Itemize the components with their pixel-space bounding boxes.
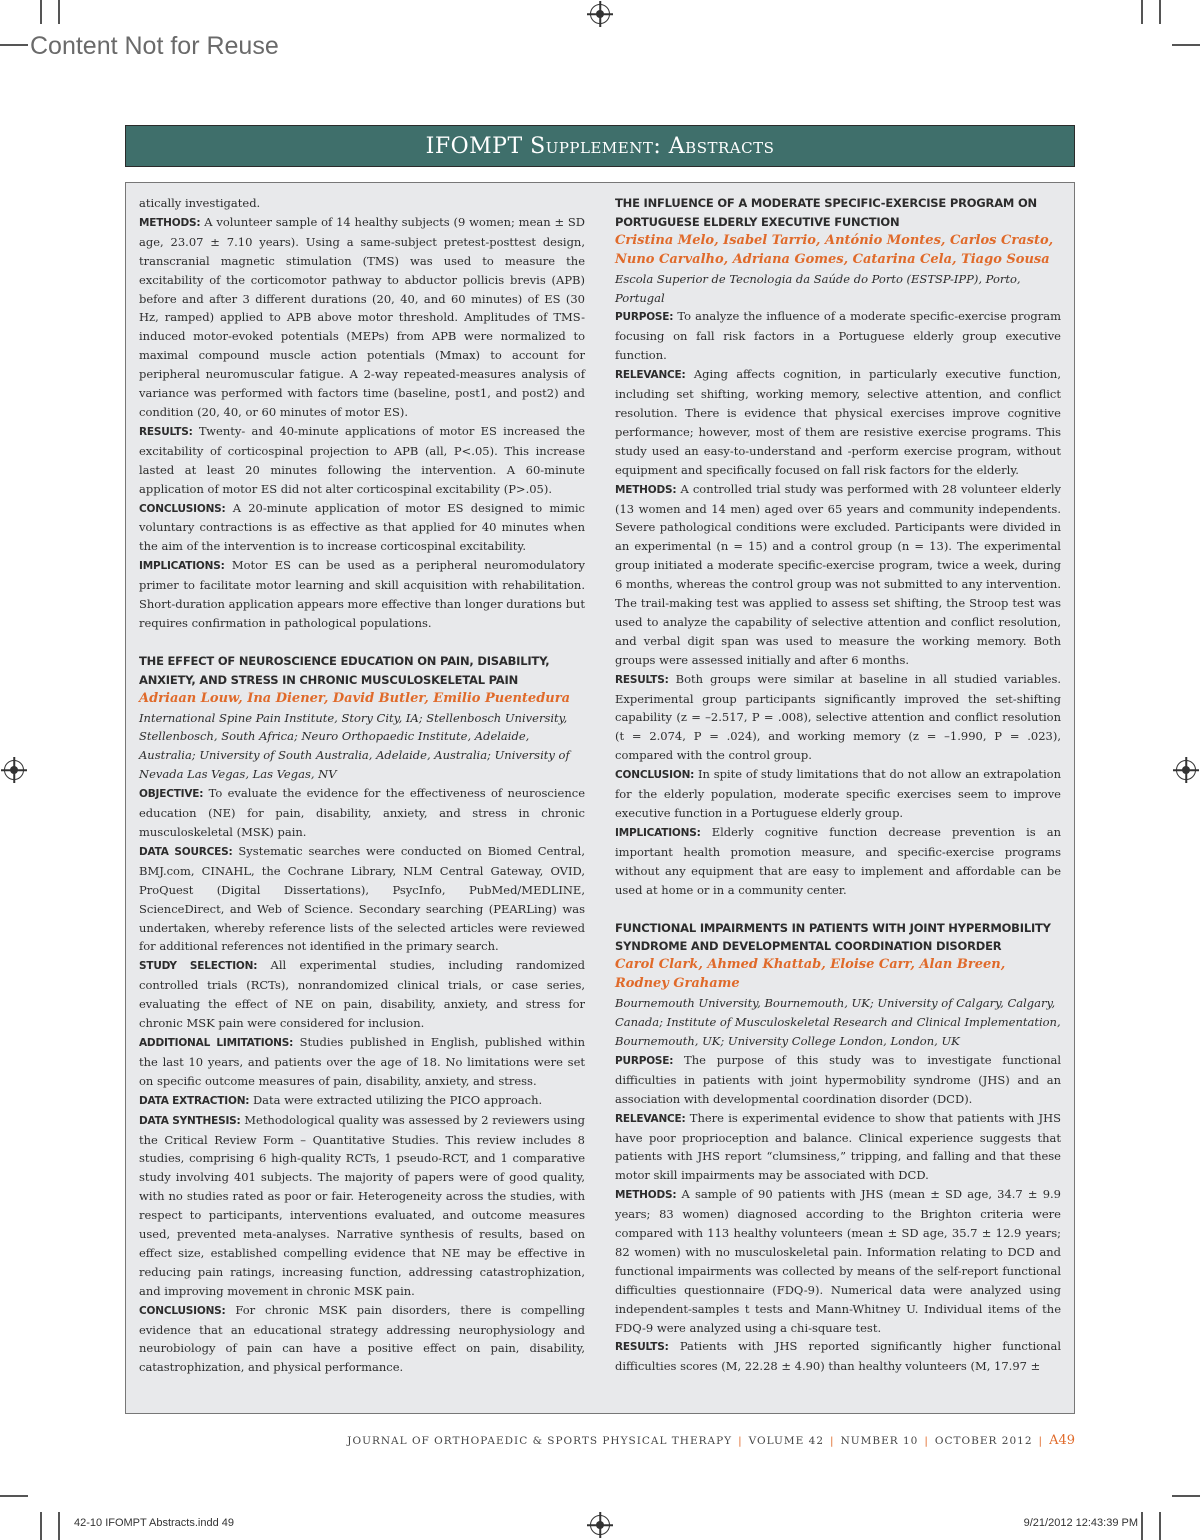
purpose-paragraph xyxy=(615,1051,1061,1109)
abstract-title: THE INFLUENCE OF A MODERATE SPECIFIC-EXERCISE PROGRAM ON PORTUGUESE ELDERLY EXECUTIVE FUNCTION xyxy=(615,196,1037,229)
extraction-paragraph xyxy=(139,1091,585,1111)
body-text: There is experimental evidence to show that patients with JHS have poor proprioception and balance. Clinical experience suggests that patients with JHS report “clumsiness,” tripping, and falling and that these motor skill impairments may be associated with DCD. xyxy=(615,1110,1061,1183)
abstract-authors: Adriaan Louw, Ina Diener, David Butler, Emilio Puentedura xyxy=(139,690,571,706)
section-label: PURPOSE: xyxy=(615,1054,674,1067)
registration-mark-icon xyxy=(1176,760,1196,780)
body-text: Both groups were similar at baseline in all studied variables. Experimental group participants significantly improved the set-shifting capability (z = –2.517, P = .008), selective attention and conflict resolution (t = 2.074, P = .024), and working memory (z = –1.990, P = .023), compared with the control group. xyxy=(615,671,1062,763)
registration-mark-icon xyxy=(4,760,24,780)
methods-paragraph xyxy=(615,480,1061,670)
section-label: PURPOSE: xyxy=(615,311,674,324)
registration-mark-icon xyxy=(590,1515,610,1535)
body-text: The purpose of this study was to investigate functional difficulties in patients with joint hypermobility syndrome (JHS) and an association with developmental coordination disorder (DCD). xyxy=(615,1052,1062,1106)
results-paragraph xyxy=(615,670,1061,766)
body-text: A volunteer sample of 14 healthy subjects (9 women; mean ± SD age, 23.07 ± 7.10 years). Using a same-subject pretest-posttest design, transcranial magnetic stimulation (TMS) was used to measure the excitability of the corticomotor pathway to abductor pollicis brevis (APB) before and after 3 different durations (20, 40, and 60 minutes) of ES (30 Hz, ramped) applied to APB above motor threshold. Amplitudes of TMS-induced motor-evoked potentials (MEPs) from APB were normalized to maximal compound muscle action potentials (Mmax) to account for peripheral neuromuscular fatigue. A 2-way repeated-measures analysis of variance was performed with factors time (baseline, post1, and post2) and condition (20, 40, or 60 minutes of motor ES). xyxy=(139,214,586,419)
right-column xyxy=(615,194,1061,1376)
body-text: For chronic MSK pain disorders, there is compelling evidence that an educational strategy addressing neurophysiology and neurobiology of pain can have a positive effect on pain, disability, catastrophization, and physical performance. xyxy=(139,1302,585,1375)
selection-paragraph xyxy=(139,956,585,1033)
limitations-paragraph xyxy=(139,1033,585,1091)
body-text: Motor ES can be used as a peripheral neuromodulatory primer to facilitate motor learning and skill acquisition with rehabilitation. Short-duration application appears more effective than longer durations but requires confirmation in pathological populations. xyxy=(139,558,586,630)
left-column xyxy=(139,194,585,1377)
crop-mark xyxy=(1141,1512,1143,1540)
crop-mark xyxy=(1172,44,1200,46)
slug-filename: 42-10 IFOMPT Abstracts.indd 49 xyxy=(74,1517,234,1529)
abstract-affiliation: Escola Superior de Tecnologia da Saúde do Porto (ESTSP-IPP), Porto, Portugal xyxy=(615,271,1021,305)
abstract-authors: Cristina Melo, Isabel Tarrio, António Montes, Carlos Crasto, Nuno Carvalho, Adriana Gomes, Catarina Cela, Tiago Sousa xyxy=(615,232,1054,267)
body-text: Systematic searches were conducted on Biomed Central, BMJ.com, CINAHL, the Cochrane Library, NLM Central Gateway, OVID, ProQuest (Digital Dissertations), PsycInfo, PubMed/MEDLINE, ScienceDirect, and Web of Science. Secondary searching (PEARLing) was undertaken, whereby reference lists of the selected articles were reviewed for additional references not identified in the primary search. xyxy=(139,843,586,954)
issue-date: OCTOBER 2012 xyxy=(934,1435,1033,1447)
abstract-authors: Carol Clark, Ahmed Khattab, Eloise Carr, Alan Breen, Rodney Grahame xyxy=(615,957,1006,992)
body-text: In spite of study limitations that do not allow an extrapolation for the elderly population, moderate specific exercises seem to improve executive function in a Portuguese elderly group. xyxy=(615,767,1061,820)
abstract-affiliation: International Spine Pain Institute, Story City, IA; Stellenbosch University, Stellenbosch, South Africa; Neuro Orthopaedic Institute, Adelaide, Australia; University of South Australia, Adelaide, Australia; University of Nevada Las Vegas, Las Vegas, NV xyxy=(139,710,570,782)
section-label: OBJECTIVE: xyxy=(139,788,204,801)
crop-mark xyxy=(1159,0,1161,24)
section-label: METHODS: xyxy=(615,1189,677,1202)
section-label: METHODS: xyxy=(139,216,201,229)
section-label: CONCLUSIONS: xyxy=(139,1304,226,1317)
section-label: DATA EXTRACTION: xyxy=(139,1094,250,1107)
synthesis-paragraph xyxy=(139,1111,585,1301)
crop-mark xyxy=(58,0,60,24)
section-label: RELEVANCE: xyxy=(615,369,686,382)
conclusion-paragraph xyxy=(615,765,1061,823)
crop-mark xyxy=(40,0,42,24)
volume: VOLUME 42 xyxy=(748,1435,825,1447)
section-label: IMPLICATIONS: xyxy=(615,826,701,839)
relevance-paragraph xyxy=(615,1109,1061,1186)
crop-mark xyxy=(1159,1512,1161,1540)
relevance-paragraph xyxy=(615,365,1061,479)
abstract-affiliation: Bournemouth University, Bournemouth, UK; University of Calgary, Calgary, Canada; Institute of Musculoskeletal Research and Clinical Implementation, Bournemouth, UK; University College London, London, UK xyxy=(615,996,1061,1048)
section-label: RESULTS: xyxy=(615,673,669,686)
slug-timestamp: 9/21/2012 12:43:39 PM xyxy=(1023,1517,1138,1529)
conclusions-paragraph xyxy=(139,499,585,557)
results-paragraph xyxy=(615,1337,1061,1376)
body-text: A sample of 90 patients with JHS (mean ± SD age, 34.7 ± 9.9 years; 83 women) diagnosed according to the Brighton criteria were compared with 113 healthy volunteers (mean ± SD age, 35.7 ± 12.9 years; 82 women) with no musculoskeletal pain. Information relating to DCD and functional impairments was collected by means of the self-report functional difficulties questionnaire (FDQ-9). Numerical data were analyzed using independent-samples t tests and Mann-Whitney U. Individual items of the FDQ-9 were analyzed using a chi-square test. xyxy=(615,1187,1062,1335)
crop-mark xyxy=(40,1512,42,1540)
objective-paragraph xyxy=(139,784,585,842)
section-label: RELEVANCE: xyxy=(615,1112,686,1125)
issue-number: NUMBER 10 xyxy=(840,1435,919,1447)
section-label: DATA SOURCES: xyxy=(139,845,233,858)
running-footer: JOURNAL OF ORTHOPAEDIC & SPORTS PHYSICAL THERAPY | VOLUME 42 | NUMBER 10 | OCTOBER 2012 | A49 xyxy=(347,1433,1075,1448)
crop-mark xyxy=(1141,0,1143,24)
purpose-paragraph xyxy=(615,307,1061,365)
abstract-title: THE EFFECT OF NEUROSCIENCE EDUCATION ON PAIN, DISABILITY, ANXIETY, AND STRESS IN CHRONIC MUSCULOSKELETAL PAIN xyxy=(139,653,550,687)
section-label: METHODS: xyxy=(615,483,677,496)
section-label: IMPLICATIONS: xyxy=(139,560,225,573)
registration-mark-icon xyxy=(590,4,610,24)
section-label: CONCLUSION: xyxy=(615,769,695,782)
body-text: Twenty- and 40-minute applications of motor ES increased the excitability of corticospinal projection to APB (all, P<.05). This increase lasted at least 20 minutes following the intervention. A 60-minute application of motor ES did not alter corticospinal excitability (P>.05). xyxy=(139,423,585,496)
body-text: Aging affects cognition, in particularly executive function, including set shifting, working memory, selective attention, and conflict resolution. There is evidence that physical exercises improve cognitive performance; however, most of them are resistive exercise programs. This study used an easy-to-understand and -perform exercise program, without equipment and specifically focused on fall risk factors for the elderly. xyxy=(615,367,1061,477)
body-text: To analyze the influence of a moderate specific-exercise program focusing on fall risk factors in a Portuguese elderly group executive function. xyxy=(615,309,1061,363)
body-text: Elderly cognitive function decrease prevention is an important health promotion measure, and specific-exercise programs without any equipment that are easy to implement and affordable can be used at home or in a community center. xyxy=(615,824,1062,897)
page-number: A49 xyxy=(1049,1433,1075,1448)
results-paragraph xyxy=(139,422,585,499)
abstract-title: FUNCTIONAL IMPAIRMENTS IN PATIENTS WITH JOINT HYPERMOBILITY SYNDROME AND DEVELOPMENTAL COORDINATION DISORDER xyxy=(615,920,1051,954)
crop-mark xyxy=(1172,1495,1200,1497)
crop-mark xyxy=(0,1495,28,1497)
page-title: IFOMPT Supplement: Abstracts xyxy=(125,125,1075,167)
section-label: DATA SYNTHESIS: xyxy=(139,1114,241,1127)
section-label: RESULTS: xyxy=(139,425,193,438)
body-text: Studies published in English, published within the last 10 years, and patients over the age of 18. No limitations were set on specific outcome measures of pain, disability, anxiety, and stress. xyxy=(139,1034,585,1088)
crop-mark xyxy=(58,1512,60,1540)
body-text: Methodological quality was assessed by 2 reviewers using the Critical Review Form – Quantitative Studies. This review includes 8 studies, comprising 6 high-quality RCTs, 1 pseudo-RCT, and 1 comparative study involving 401 subjects. The majority of papers were of good quality, with no studies rated as poor or fair. Heterogeneity across the studies, with respect to participants, interventions evaluated, and outcome measures used, prevented meta-analyses. Narrative synthesis of results, based on effect size, established compelling evidence that NE may be effective in reducing pain ratings, increasing function, addressing catastrophization, and improving movement in chronic MSK pain. xyxy=(139,1112,586,1298)
implications-paragraph xyxy=(615,823,1061,900)
section-label: ADDITIONAL LIMITATIONS: xyxy=(139,1036,294,1049)
body-text: All experimental studies, including randomized controlled trials (RCTs), nonrandomized clinical trials, or case series, evaluating the effect of NE on pain, disability, anxiety, and stress for chronic MSK pain were considered for inclusion. xyxy=(139,958,585,1031)
body-text: Patients with JHS reported significantly higher functional difficulties scores (M, 22.28 ± 4.90) than healthy volunteers (M, 17.97 ± xyxy=(615,1339,1061,1374)
body-text: To evaluate the evidence for the effectiveness of neuroscience education (NE) for pain, disability, anxiety, and stress in chronic musculoskeletal (MSK) pain. xyxy=(139,786,585,839)
methods-paragraph xyxy=(615,1185,1061,1337)
section-label: STUDY SELECTION: xyxy=(139,960,258,973)
crop-mark xyxy=(0,44,28,46)
sources-paragraph xyxy=(139,842,585,956)
conclusions-paragraph xyxy=(139,1301,585,1378)
journal-name: JOURNAL OF ORTHOPAEDIC & SPORTS PHYSICAL THERAPY xyxy=(347,1435,733,1447)
section-label: RESULTS: xyxy=(615,1341,669,1354)
implications-paragraph xyxy=(139,556,585,633)
methods-paragraph xyxy=(139,213,585,422)
body-text: A controlled trial study was performed with 28 volunteer elderly (13 women and 14 men) aged over 65 years and community independents. Severe pathological conditions were excluded. Participants were divided in an experimental (n = 15) and a control group (n = 13). The experimental group initiated a moderate specific-exercise program, twice a week, during 6 months, whereas the control group was not submitted to any intervention. The trail-making test was applied to assess set shifting, the Stroop test was used to analyze the capability of selective attention and conflict resolution, and verbal digit span was used to measure the working memory. Both groups were assessed initially and after 6 months. xyxy=(615,481,1062,667)
watermark: Content Not for Reuse xyxy=(30,32,279,60)
body-text: A 20-minute application of motor ES designed to mimic voluntary contractions is as effective as that applied for 40 minutes when the aim of the intervention is to increase corticospinal excitability. xyxy=(139,500,585,554)
section-label: CONCLUSIONS: xyxy=(139,502,226,515)
continued-text: atically investigated. xyxy=(139,196,261,210)
body-text: Data were extracted utilizing the PICO approach. xyxy=(252,1092,543,1107)
